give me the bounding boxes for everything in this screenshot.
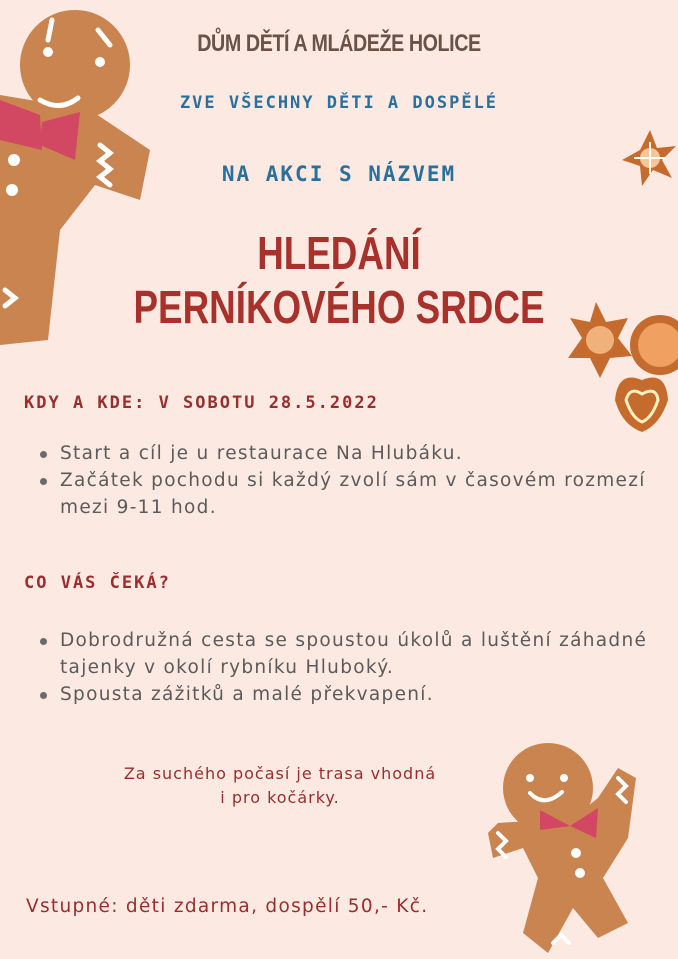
list-item: Start a cíl je u restaurace Na Hlubáku. — [36, 440, 656, 467]
when-where-heading: KDY A KDE: V SOBOTU 28.5.2022 — [24, 393, 379, 413]
entry-fee: Vstupné: děti zdarma, dospělí 50,- Kč. — [26, 896, 429, 917]
what-awaits-list — [36, 627, 656, 708]
event-title-line-2: PERNÍKOVÉHO SRDCE — [133, 281, 545, 333]
organizer-name: DŮM DĚTÍ A MLÁDEŽE HOLICE — [197, 30, 481, 57]
when-where-list — [36, 440, 656, 521]
list-item: Spousta zážitků a malé překvapení. — [36, 681, 656, 708]
note-line-2: i pro kočárky. — [220, 788, 340, 807]
invite-line-1: ZVE VŠECHNY DĚTI A DOSPĚLÉ — [179, 93, 499, 113]
what-awaits-heading: CO VÁS ČEKÁ? — [24, 573, 171, 593]
stroller-note — [60, 762, 500, 810]
invite-line-2: NA AKCI S NÁZVEM — [221, 162, 457, 186]
gingerbread-man-bottom-right-icon — [478, 738, 678, 959]
event-title-line-1: HLEDÁNÍ — [257, 227, 421, 279]
list-item: Dobrodružná cesta se spoustou úkolů a luštění záhadné tajenky v okolí rybníku Hluboký. — [36, 627, 656, 681]
list-item: Začátek pochodu si každý zvolí sám v časovém rozmezí mezi 9-11 hod. — [36, 467, 656, 521]
note-line-1: Za suchého počasí je trasa vhodná — [123, 764, 437, 783]
